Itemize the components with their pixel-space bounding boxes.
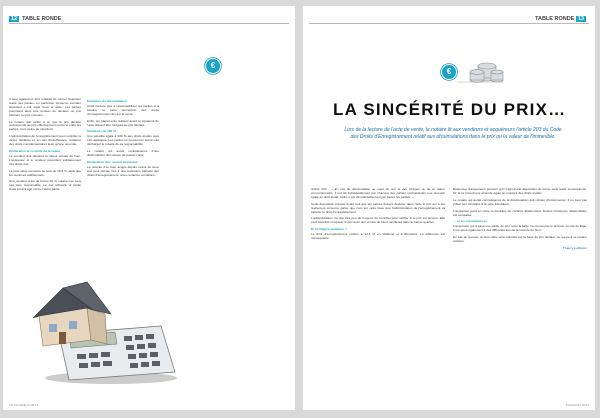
left-page <box>3 6 295 410</box>
coins-stack-icon <box>449 46 505 86</box>
left-header-rule <box>9 23 289 24</box>
paragraph: La revente d'un bien acquis depuis moins de deux ans peut donner lieu à une restitution partielle des droits d'enregistrement, sous certaines conditions. <box>87 164 159 177</box>
left-page-number: 12 <box>11 16 18 22</box>
left-column-1 <box>9 98 81 195</box>
subheading: Sanctions de 200 % <box>87 129 116 134</box>
paragraph: En cas de revente, la plus-value sera calculée sur la base du prix déclaré, ce qui peut se révéler coûteux. <box>453 235 587 244</box>
left-section-label: TABLE RONDE <box>22 16 62 22</box>
right-section-label: TABLE RONDE <box>535 16 575 22</box>
euro-badge-icon: € <box>441 64 457 80</box>
paragraph: Cette mesure vise à responsabiliser les parties et à assurer la juste perception des droits d'enregistrement dus sur la vente. <box>87 103 159 116</box>
paragraph: Le notaire qui aurait connaissance de la dissimulation doit refuser d'instrumenter. Il ne peut pas prêter son ministère à un acte frauduleux. <box>453 197 587 206</box>
right-header-rule <box>309 23 589 24</box>
subheading: Déclaration d'un nouvel acquéreur <box>87 159 138 164</box>
subheading: Déclaration et contrôle de la valeur <box>9 148 61 153</box>
paragraph: Le vendeur doit déclarer la valeur vénale du bien. L'acquéreur et le vendeur répondent solidairement des droits dus. <box>9 153 81 166</box>
subheading: Et en Région wallonne ? <box>311 227 347 232</box>
paragraph: Une pénalité égale à 200 % des droits éludés peut être appliquée. Les parties ne peuvent en aucun cas décharger le notaire de sa responsabilité. <box>87 134 159 147</box>
right-page-number: 13 <box>577 16 584 22</box>
right-column-2 <box>453 188 587 251</box>
article-title: LA SINCÉRITÉ DU PRIX… <box>333 100 567 119</box>
paragraph: Si le vendeur a été de bonne foi, le notaire n'en sera pas tenu responsable. Le cas échéant, la partie lésée pourra agir contre l'autre partie. <box>9 179 81 192</box>
paragraph: L'acquéreur perd en outre le bénéfice de certains abattements fiscaux lorsqu'une dissimulation est constatée. <box>453 208 587 217</box>
left-page-header <box>9 16 61 22</box>
paragraph: Le notaire qui aurait connaissance d'une dissimulation doit refuser de passer l'acte. <box>87 149 159 157</box>
right-page <box>303 6 595 410</box>
paragraph: L'administration de l'enregistrement peut contrôler la valeur déclarée et, en cas d'insuffisance, réclamer des droits complémentaires ainsi qu'une amende. <box>9 134 81 147</box>
paragraph: Beaucoup d'acquéreurs pensent qu'il s'agit d'une disposition de forme sans réelle conséquence. Or, la loi prévoit une amende égale au montant des droits éludés. <box>453 187 587 195</box>
right-footer: 31/01/2013 10:07 <box>565 403 589 407</box>
paragraph: Le notaire doit veiller à ce que le prix déclaré corresponde au prix effectivement convenu entre les parties, sous peine de sanctions. <box>9 119 81 132</box>
paragraph: Il peut également être malaisé de cerner l'intention réelle des parties, en particulier lorsqu'un montant supérieur a été réglé 'sous la table'. Les parties pourraient alors être tentées de déclarer un prix inférieur au prix convenu. <box>9 97 81 117</box>
paragraph: Enfin, les placements réalisés avant la signature de l'acte doivent être intégrés au prix déclaré. <box>87 118 159 127</box>
euro-badge-icon: € <box>205 58 221 74</box>
paragraph: Article 203 : « En cas de dissimulation au sujet du prix et des charges ou de la valeur conventionnelle, il est dû individuellement par chacune des parties contractantes une amende égale au droit éludé. Celui-ci est dû indivisiblement par toutes les parties. » <box>311 187 445 199</box>
paragraph: La plus-value est taxée au taux de 16,5 %, ainsi que les centimes additionnels. <box>9 168 81 177</box>
subheading: … et les conséquences <box>453 219 488 224</box>
paragraph: Le droit d'enregistrement s'élève à 12,5 % en Wallonie et à Bruxelles. La différence est conséquente. <box>311 232 445 241</box>
right-column-1 <box>311 188 445 244</box>
paragraph: Cette disposition précise avant tout que les parties doivent déclarer dans l'acte le prix qui a été réellement convenu, parce que c'est sur cette base que l'administration de l'enregistrement va calculer le droit d'enregistrement. <box>311 201 445 214</box>
house-model <box>33 282 111 346</box>
article-intro: Lors de la lecture de l'acte de vente, le notaire lit aux vendeurs et acquéreurs l'article 203 du Code des Droits d'Enregistrement relatif aux dissimulations dans le prix ou la valeur de l'immeuble. <box>344 127 562 140</box>
left-footer: TR-Immobilier.indd 12 <box>9 403 39 407</box>
right-page-header <box>535 16 589 22</box>
house-calculator-illustration <box>29 274 179 386</box>
paragraph: L'acquéreur qui a payé une partie du prix 'sous la table' ne pourra pas le prouver en cas de litige. Il s'expose également à des difficultés lors de la revente du bien. <box>453 224 587 233</box>
left-column-2 <box>87 98 159 181</box>
paragraph: L'administration n'a que très peu de moyens de contrôler pour vérifier si le prix est sincère. Elle peut toutefois comparer le prix avec des ventes de biens similaires dans le même quartier. <box>311 216 445 225</box>
author-signature: Thierry Leliboux <box>562 245 587 250</box>
subheading: Exemples de dissimulation <box>87 99 127 103</box>
